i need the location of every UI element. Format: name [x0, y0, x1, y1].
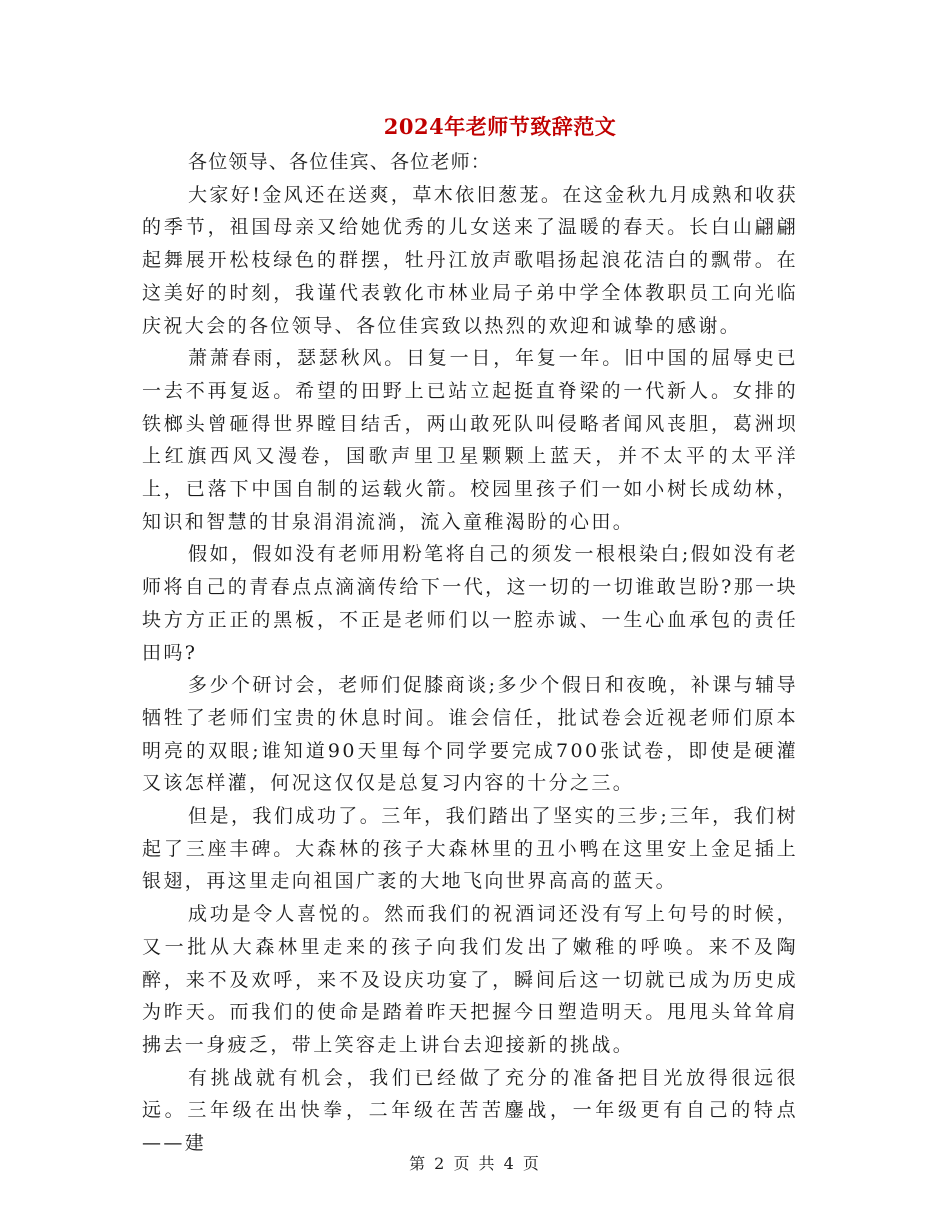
paragraph: 大家好!金风还在送爽，草木依旧葱茏。在这金秋九月成熟和收获的季节，祖国母亲又给她优秀的儿女送来了温暖的春天。长白山翩翩起舞展开松枝绿色的群摆，牡丹江放声歌唱扬起浪花洁白的飘带。在这美好的时刻，我谨代表敦化市林业局子弟中学全体教职员工向光临庆祝大会的各位领导、各位佳宾致以热烈的欢迎和诚挚的感谢。: [142, 183, 798, 337]
document-title: 2024年老师节致辞范文: [383, 114, 617, 139]
paragraph: 多少个研讨会，老师们促膝商谈;多少个假日和夜晚，补课与辅导牺牲了老师们宝贵的休息时间。谁会信任，批试卷会近视老师们原本明亮的双眼;谁知道90天里每个同学要完成700张试卷，即使是硬灌又该怎样灌，何况这仅仅是总复习内容的十分之三。: [142, 674, 798, 795]
document-body: [142, 146, 798, 1160]
paragraph: 假如，假如没有老师用粉笔将自己的须发一根根染白;假如没有老师将自己的青春点点滴滴传给下一代，这一切的一切谁敢岂盼?那一块块方方正正的黑板，不正是老师们以一腔赤诚、一生心血承包的责任田吗?: [142, 543, 798, 664]
paragraph: 但是，我们成功了。三年，我们踏出了坚实的三步;三年，我们树起了三座丰碑。大森林的孩子大森林里的丑小鸭在这里安上金足插上银翅，再这里走向祖国广袤的大地飞向世界高高的蓝天。: [142, 805, 798, 893]
paragraph-salutation: 各位领导、各位佳宾、各位老师：: [188, 151, 492, 173]
paragraph: 有挑战就有机会，我们已经做了充分的准备把目光放得很远很远。三年级在出快拳，二年级在苦苦鏖战，一年级更有自己的特点——建: [142, 1066, 798, 1155]
paragraph: 萧萧春雨，瑟瑟秋风。日复一日，年复一年。旧中国的屈辱史已一去不再复返。希望的田野上已站立起挺直脊梁的一代新人。女排的铁榔头曾砸得世界瞠目结舌，两山敢死队叫侵略者闻风丧胆，葛洲坝上红旗西风又漫卷，国歌声里卫星颗颗上蓝天，并不太平的太平洋上，已落下中国自制的运载火箭。校园里孩子们一如小树长成幼林，知识和智慧的甘泉涓涓流淌，流入童稚渴盼的心田。: [142, 347, 798, 533]
paragraph: 成功是令人喜悦的。然而我们的祝酒词还没有写上句号的时候，又一批从大森林里走来的孩子向我们发出了嫩稚的呼唤。来不及陶醉，来不及欢呼，来不及设庆功宴了，瞬间后这一切就已成为历史成为昨天。而我们的使命是踏着昨天把握今日塑造明天。甩甩头耸耸肩拂去一身疲乏，带上笑容走上讲台去迎接新的挑战。: [142, 903, 798, 1056]
page-number-footer: 第 2 页 共 4 页: [409, 1154, 541, 1173]
